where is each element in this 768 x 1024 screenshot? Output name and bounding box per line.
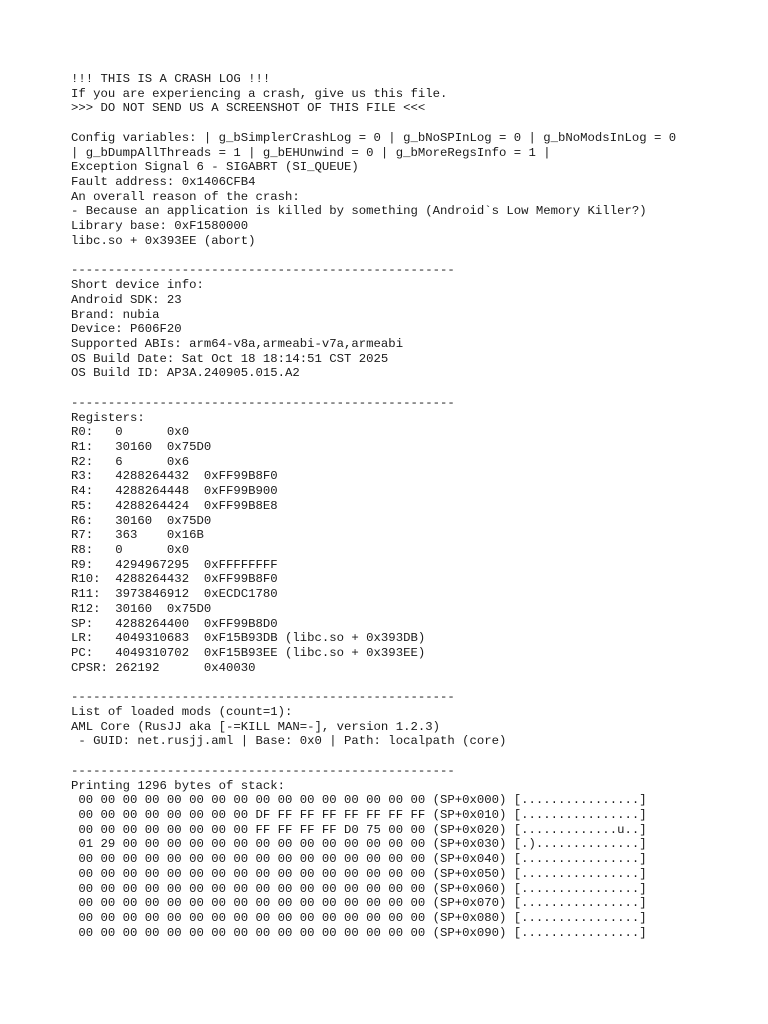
header-line: If you are experiencing a crash, give us this file. <box>71 86 448 101</box>
device-info-line: ---------------------------------------------------- <box>71 263 455 278</box>
crash-info-line: | g_bDumpAllThreads = 1 | g_bEHUnwind = 0 | g_bMoreRegsInfo = 1 | <box>71 145 551 160</box>
registers-line: SP: 4288264400 0xFF99B8D0 <box>71 616 278 631</box>
mods-line: List of loaded mods (count=1): <box>71 704 293 719</box>
stack-dump-section <box>71 764 761 941</box>
stack-line: 00 00 00 00 00 00 00 00 00 00 00 00 00 00 00 00 (SP+0x000) [................] <box>71 793 647 808</box>
registers-line: CPSR: 262192 0x40030 <box>71 660 256 675</box>
device-info-line <box>71 381 761 396</box>
registers-line: R4: 4288264448 0xFF99B900 <box>71 484 278 499</box>
registers-line: R0: 0 0x0 <box>71 425 190 440</box>
mods-line: - GUID: net.rusjj.aml | Base: 0x0 | Path: localpath (core) <box>71 734 507 749</box>
registers-line: R1: 30160 0x75D0 <box>71 439 212 454</box>
crash-info-line: - Because an application is killed by something (Android`s Low Memory Killer?) <box>71 204 647 219</box>
crash-log-document <box>71 72 761 940</box>
registers-line: R9: 4294967295 0xFFFFFFFF <box>71 557 278 572</box>
device-info-line: Brand: nubia <box>71 307 160 322</box>
registers-line: R10: 4288264432 0xFF99B8F0 <box>71 572 278 587</box>
registers-line: R3: 4288264432 0xFF99B8F0 <box>71 469 278 484</box>
registers-line: R12: 30160 0x75D0 <box>71 601 212 616</box>
registers-line <box>71 675 761 690</box>
device-info-line: OS Build Date: Sat Oct 18 18:14:51 CST 2025 <box>71 351 389 366</box>
registers-line: R7: 363 0x16B <box>71 528 204 543</box>
registers-line: Registers: <box>71 410 145 425</box>
registers-line: R11: 3973846912 0xECDC1780 <box>71 587 278 602</box>
mods-line: ---------------------------------------------------- <box>71 690 455 705</box>
registers-line: PC: 4049310702 0xF15B93EE (libc.so + 0x393EE) <box>71 646 426 661</box>
stack-line: 00 00 00 00 00 00 00 00 00 00 00 00 00 00 00 00 (SP+0x070) [................] <box>71 896 647 911</box>
device-info-line: OS Build ID: AP3A.240905.015.A2 <box>71 366 300 381</box>
stack-line: 00 00 00 00 00 00 00 00 DF FF FF FF FF FF FF FF (SP+0x010) [................] <box>71 807 647 822</box>
device-info-section <box>71 263 761 395</box>
mods-line <box>71 749 761 764</box>
registers-line: R6: 30160 0x75D0 <box>71 513 212 528</box>
loaded-mods-section <box>71 690 761 764</box>
log-header-section <box>71 72 761 131</box>
header-line <box>71 116 761 131</box>
device-info-line: Supported ABIs: arm64-v8a,armeabi-v7a,armeabi <box>71 336 404 351</box>
header-line: >>> DO NOT SEND US A SCREENSHOT OF THIS FILE <<< <box>71 101 426 116</box>
crash-info-section <box>71 131 761 263</box>
crash-info-line: Config variables: | g_bSimplerCrashLog = 0 | g_bNoSPInLog = 0 | g_bNoModsInLog = 0 <box>71 130 677 145</box>
registers-line: R8: 0 0x0 <box>71 543 190 557</box>
stack-line: 00 00 00 00 00 00 00 00 00 00 00 00 00 00 00 00 (SP+0x090) [................] <box>71 925 647 940</box>
crash-info-line: Library base: 0xF1580000 <box>71 219 249 234</box>
stack-line: 00 00 00 00 00 00 00 00 00 00 00 00 00 00 00 00 (SP+0x060) [................] <box>71 881 647 896</box>
registers-section <box>71 396 761 690</box>
stack-line: 00 00 00 00 00 00 00 00 00 00 00 00 00 00 00 00 (SP+0x050) [................] <box>71 866 647 881</box>
mods-line: AML Core (RusJJ aka [-=KILL MAN=-], version 1.2.3) <box>71 719 440 734</box>
registers-line: LR: 4049310683 0xF15B93DB (libc.so + 0x393DB) <box>71 631 426 646</box>
crash-info-line: An overall reason of the crash: <box>71 189 300 204</box>
registers-line: R2: 6 0x6 <box>71 454 190 469</box>
device-info-line: Android SDK: 23 <box>71 292 182 307</box>
device-info-line: Device: P606F20 <box>71 322 182 337</box>
crash-info-line: Exception Signal 6 - SIGABRT (SI_QUEUE) <box>71 160 359 175</box>
stack-line: ---------------------------------------------------- <box>71 763 455 778</box>
device-info-line: Short device info: <box>71 278 204 293</box>
header-line: !!! THIS IS A CRASH LOG !!! <box>71 72 271 86</box>
stack-line: 00 00 00 00 00 00 00 00 00 00 00 00 00 00 00 00 (SP+0x040) [................] <box>71 852 647 867</box>
crash-info-line: Fault address: 0x1406CFB4 <box>71 175 256 190</box>
registers-line: ---------------------------------------------------- <box>71 395 455 410</box>
crash-info-line <box>71 249 761 264</box>
stack-line: 01 29 00 00 00 00 00 00 00 00 00 00 00 00 00 00 (SP+0x030) [.)..............] <box>71 837 647 852</box>
stack-line: 00 00 00 00 00 00 00 00 FF FF FF FF D0 75 00 00 (SP+0x020) [.............u..] <box>71 822 647 837</box>
registers-line: R5: 4288264424 0xFF99B8E8 <box>71 498 278 513</box>
stack-line: 00 00 00 00 00 00 00 00 00 00 00 00 00 00 00 00 (SP+0x080) [................] <box>71 910 647 925</box>
stack-line: Printing 1296 bytes of stack: <box>71 778 286 793</box>
crash-info-line: libc.so + 0x393EE (abort) <box>71 233 256 248</box>
